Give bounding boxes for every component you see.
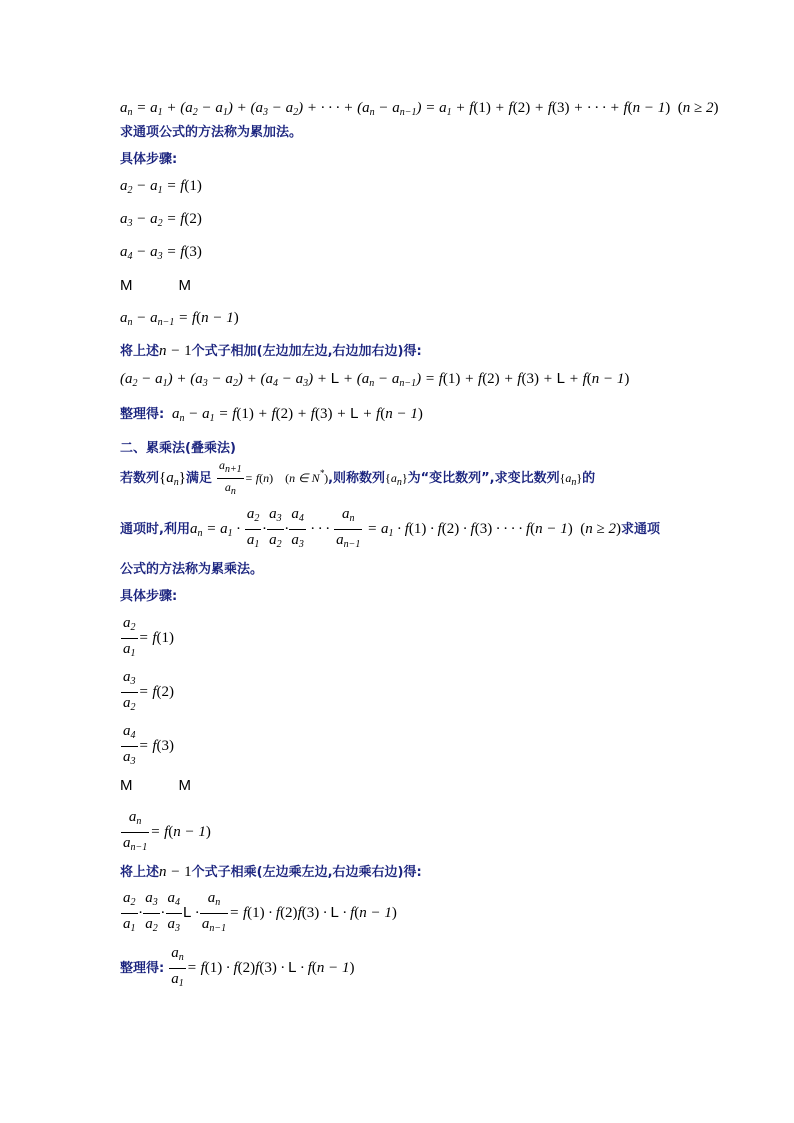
product-formula-line: 通项时,利用$a_n = a_1$ · $\frac{a_2}{a_1}$ · $\frac{a_3}{a_2}$ · $\frac{a_4}{a_3}$ · · · $\frac{a_n}{a_{n-1}}$ = $a_1 \cdot f(1) \cdot f(2) \cdot f(3)$ · · · · f(n − 1) (n ≥ 2)求通项	[120, 505, 660, 554]
mul-step-2: $\frac{a_3}{a_2}$ = f(2)	[123, 669, 175, 713]
frac-a3-a2: $\frac{a_3}{a_2}$	[269, 506, 282, 550]
steps-heading-2: 具体步骤:	[120, 589, 178, 604]
product-text-pre: 通项时,利用	[120, 521, 190, 537]
def-text-manzu: 满足	[185, 471, 212, 487]
def-text-wei: 为“变比数列”,求变比数列	[407, 471, 560, 487]
vdots-row-1	[120, 277, 191, 295]
add-summary-line: 将上述n − 1个式子相加(左边加左边,右边加右边)得:	[120, 343, 422, 359]
step-eq-n: $a_n - a_{n-1} = f(n - 1)$	[120, 310, 239, 328]
ldots-glyph: L	[330, 370, 340, 387]
definition-line: 若数列$\{a_n\}$满足 $\frac{a_{n+1}}{a_n}$ = f(n) (n ∈ N*),则称数列$\{a_n\}$为“变比数列”,求变比数列$\{a_n\}$的	[120, 458, 596, 497]
vdots-left: M	[120, 277, 133, 294]
vdots-row-2	[120, 777, 191, 795]
add-sum-formula: $(a_2 - a_1) + (a_3 - a_2) + (a_4 - a_3) + L + (a_n - a_{n-1}) = f(1) + f(2) + f(3) + L + f(n - 1)$	[120, 370, 630, 389]
arrange-label-2: 整理得:	[120, 960, 165, 976]
ldots-glyph: L	[350, 405, 359, 422]
mul-step-3: $\frac{a_4}{a_3}$ = f(3)	[123, 723, 175, 767]
step-eq-1: $a_2 - a_1 = f(1)$	[120, 178, 202, 196]
section-heading-2: 二、累乘法(叠乘法)	[120, 441, 236, 456]
steps-heading-1: 具体步骤:	[120, 152, 178, 167]
def-text-zechen: ,则称数列	[328, 471, 386, 487]
mul-summary-line: 将上述n − 1个式子相乘(左边乘左边,右边乘右边)得:	[120, 864, 422, 880]
add-summary-pre: 将上述	[120, 344, 160, 359]
mul-method-text: 公式的方法称为累乘法。	[120, 562, 264, 577]
step-eq-2: $a_3 - a_2 = f(2)$	[120, 211, 202, 229]
step-eq-3: $a_4 - a_3 = f(3)$	[120, 244, 202, 262]
mul-summary-pre: 将上述	[120, 865, 160, 880]
mul-product-formula: $\frac{a_2}{a_1}$ · $\frac{a_3}{a_2}$ · $\frac{a_4}{a_3}$ L · $\frac{a_n}{a_{n-1}}$ = f(1) · f(2)f(3) · L · f(n − 1)	[123, 890, 397, 934]
frac-a4-a3: $\frac{a_4}{a_3}$	[291, 506, 304, 550]
arrange-line-1: 整理得: $a_n - a_1 = f(1) + f(2) + f(3) + L + f(n - 1)$	[120, 405, 423, 424]
ldots-glyph: L	[556, 370, 565, 387]
def-text-ruo: 若数列	[120, 471, 160, 487]
ratio-fraction: $\frac{a_{n+1}}{a_n}$	[218, 458, 242, 497]
formula-accumulation: $a_n = a_1 + (a_2 - a_1) + (a_3 - a_2)$ + · · · + $(a_n - a_{n-1}) = a_1 + f(1) + f(2) + f(3)$ + · · · + f(n − 1) (n ≥ 2)	[120, 100, 719, 118]
ldots-glyph: L	[330, 903, 339, 921]
vdots-right: M	[178, 277, 191, 294]
add-method-text: 求通项公式的方法称为累加法。	[120, 125, 303, 140]
vdots-right: M	[178, 777, 191, 794]
add-summary-post: 个式子相加(左边加左边,右边加右边)得:	[191, 344, 422, 359]
product-text-post: 求通项	[621, 521, 661, 537]
ldots-glyph: L	[183, 903, 192, 921]
mul-step-n: $\frac{a_n}{a_{n-1}}$ = f(n − 1)	[123, 809, 211, 853]
frac-an-an1: $\frac{a_n}{a_{n-1}}$	[336, 506, 361, 550]
mul-step-1: $\frac{a_2}{a_1}$ = f(1)	[123, 615, 175, 659]
arrange-line-2: 整理得: $\frac{a_n}{a_1}$ = f(1) · f(2)f(3) · L · f(n − 1)	[120, 945, 355, 989]
arrange-label-1: 整理得:	[120, 407, 165, 422]
frac-a2-a1: $\frac{a_2}{a_1}$	[246, 506, 260, 550]
mul-summary-post: 个式子相乘(左边乘左边,右边乘右边)得:	[191, 865, 422, 880]
vdots-left: M	[120, 777, 133, 794]
def-text-de: 的	[582, 471, 596, 487]
ldots-glyph: L	[288, 958, 297, 976]
